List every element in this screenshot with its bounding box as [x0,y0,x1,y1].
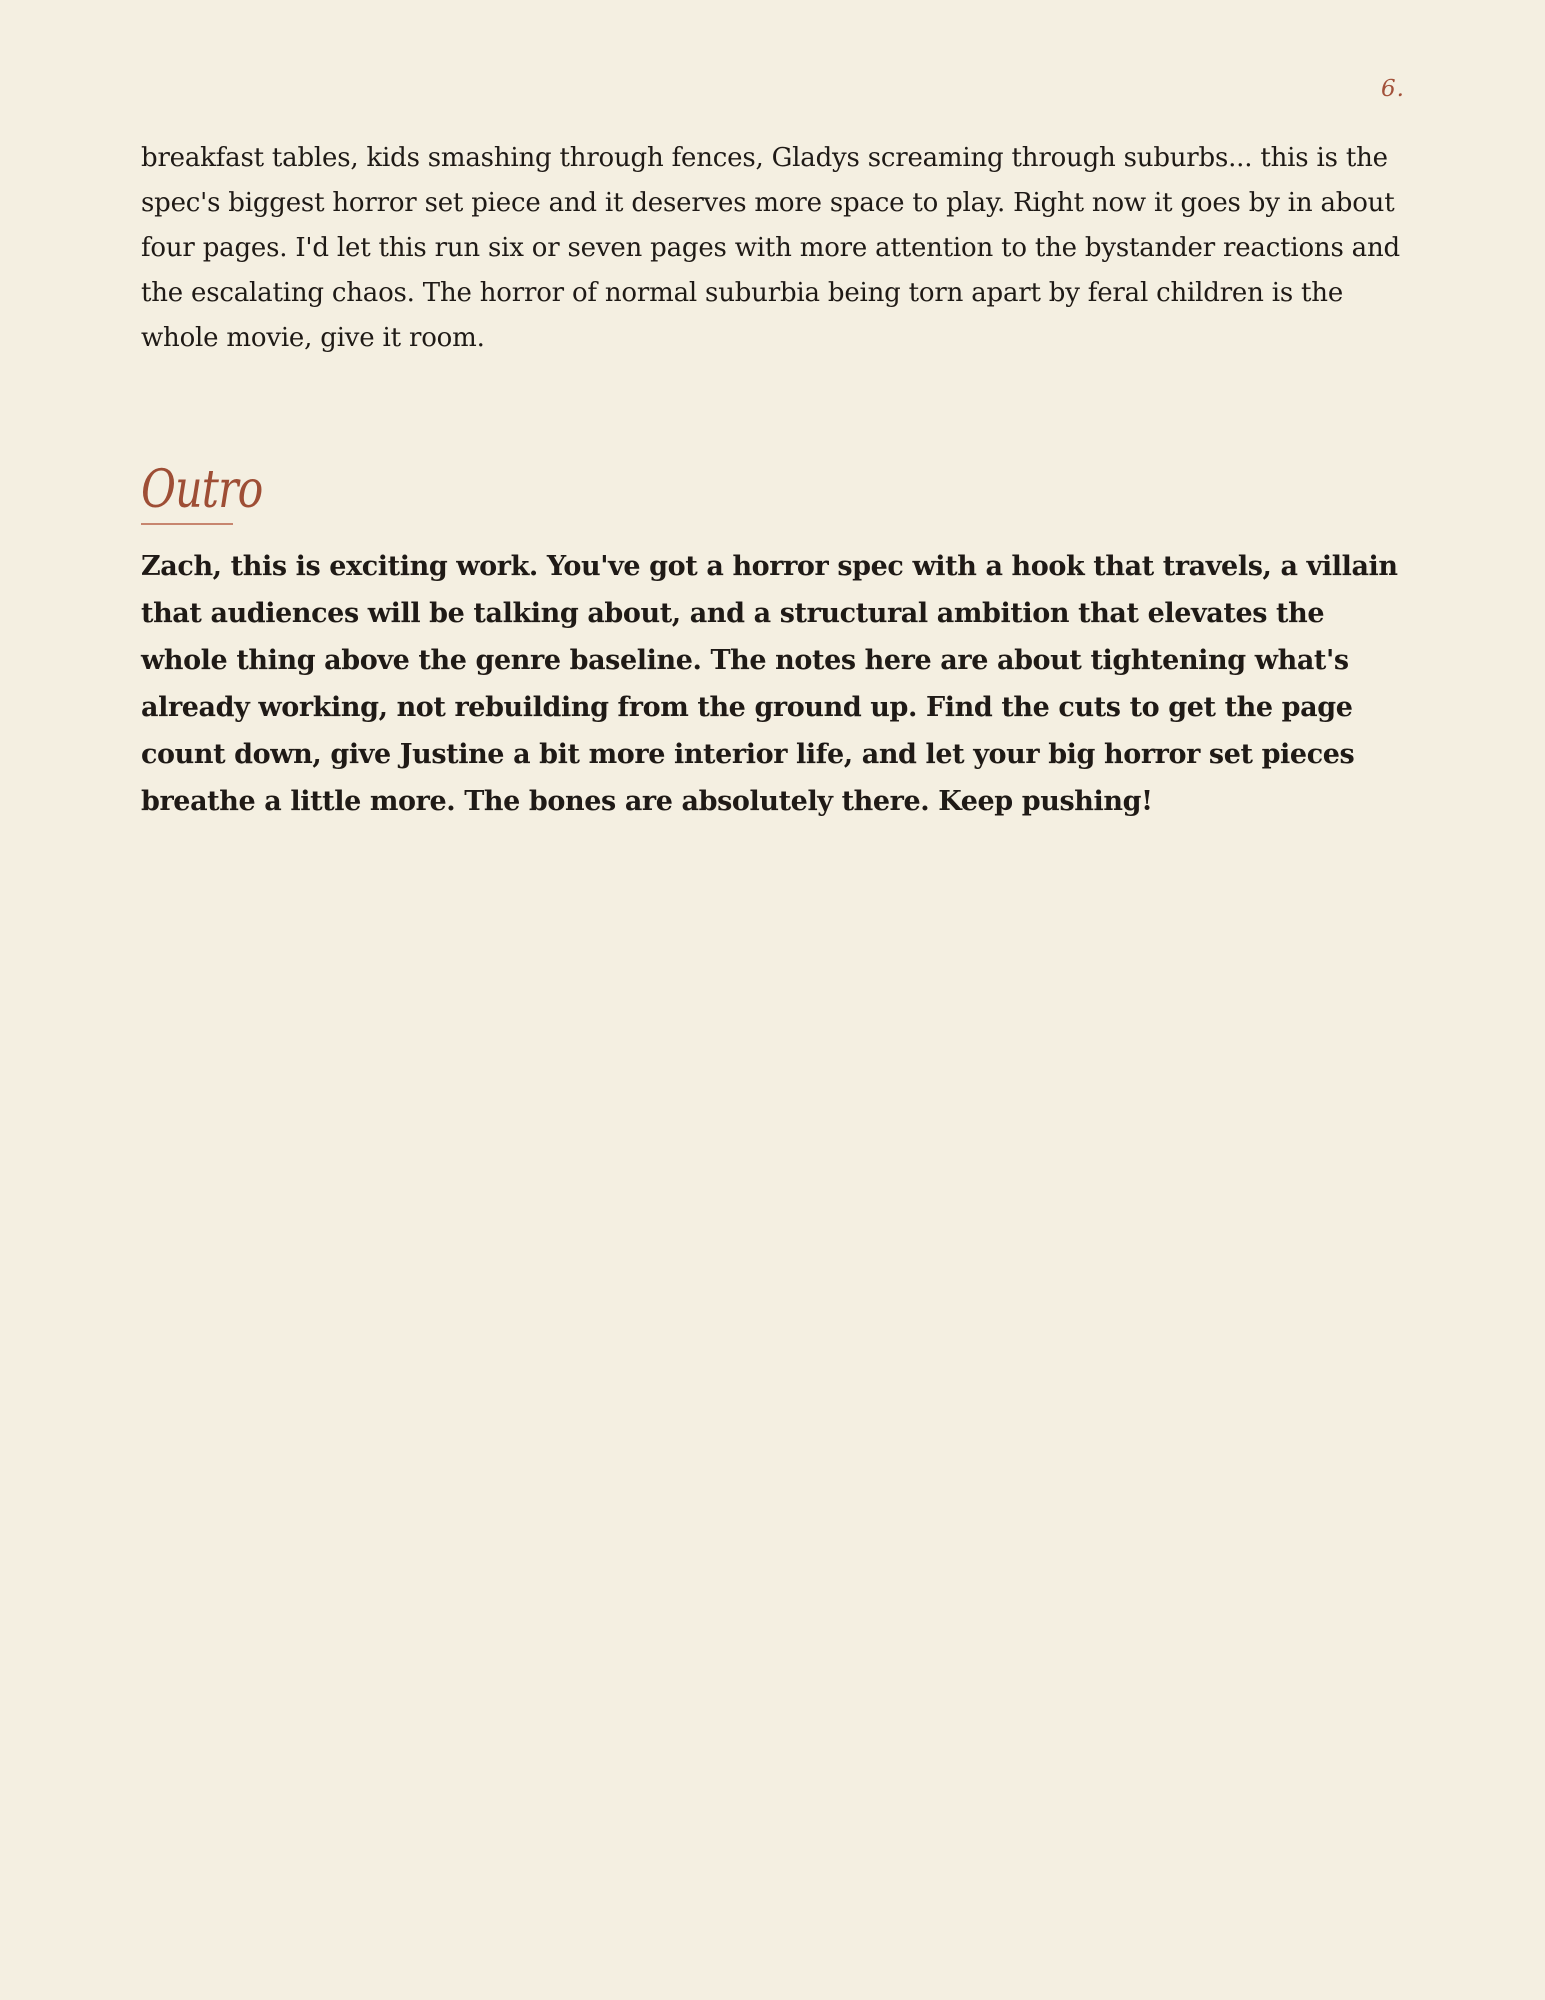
section-heading-outro: Outro [141,460,263,520]
page-number: 6. [1381,76,1405,102]
outro-paragraph: Zach, this is exciting work. You've got a horror spec with a hook that travels, a villain that audiences will be talking about, and a structural ambition that elevates the whole thing above the genre baseline. The notes here are about tightening what's already working, not rebuilding from the ground up. Find the cuts to get the page count down, give Justine a bit more interior life, and let your big horror set pieces breathe a little more. The bones are absolutely there. Keep pushing! [141,551,1398,817]
body-paragraph: breakfast tables, kids smashing through fences, Gladys screaming through suburbs... this is the spec's biggest horror set piece and it deserves more space to play. Right now it goes by in about four pages. I'd let this run six or seven pages with more attention to the bystander reactions and the escalating chaos. The horror of normal suburbia being torn apart by feral children is the whole movie, give it room. [141,143,1400,353]
heading-underline [141,523,233,525]
document-body [141,136,1404,825]
outro-section-header [141,460,1404,525]
